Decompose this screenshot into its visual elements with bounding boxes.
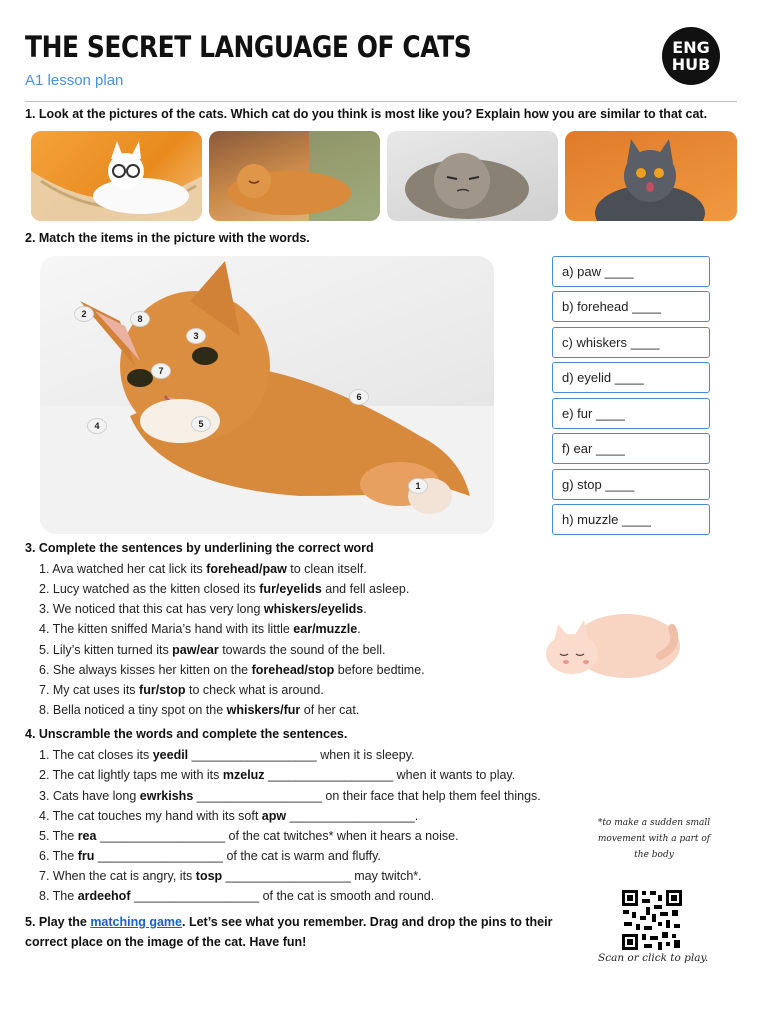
- section-2-instruction: 2. Match the items in the picture with the words.: [25, 231, 310, 245]
- section-3-sentence-6: 6. She always kisses her kitten on the forehead/stop before bedtime.: [39, 663, 425, 677]
- section-5-instruction: 5. Play the matching game. Let’s see what you remember. Drag and drop the pins to their correct place on the image of the cat. Have fun!: [25, 915, 553, 949]
- pin-2[interactable]: 2: [74, 306, 94, 322]
- section-3-sentence-2: 2. Lucy watched as the kitten closed its fur/eyelids and fell asleep.: [39, 582, 410, 596]
- section-3-sentence-4: 4. The kitten sniffed Maria’s hand with its little ear/muzzle.: [39, 622, 361, 636]
- logo-line-1: ENG: [672, 38, 710, 57]
- section-4-instruction: 4. Unscramble the words and complete the sentences.: [25, 727, 348, 741]
- section-4-sentence-5: 5. The rea __________________ of the cat twitches* when it hears a noise.: [39, 829, 459, 843]
- pin-1[interactable]: 1: [408, 478, 428, 494]
- section-4-sentence-6: 6. The fru __________________ of the cat is warm and fluffy.: [39, 849, 381, 863]
- section-4-sentence-2: 2. The cat lightly taps me with its mzeluz __________________ when it wants to play.: [39, 768, 516, 782]
- section-3-instruction: 3. Complete the sentences by underlining the correct word: [25, 541, 374, 555]
- word-box-eyelid[interactable]: d) eyelid ____: [552, 362, 710, 393]
- section-4-sentence-7: 7. When the cat is angry, its tosp __________________ may twitch*.: [39, 869, 422, 883]
- header-divider: [25, 101, 737, 102]
- ginger-cat-photo: [40, 256, 494, 534]
- word-box-muzzle[interactable]: h) muzzle ____: [552, 504, 710, 535]
- pin-5[interactable]: 5: [191, 416, 211, 432]
- section-3-sentence-5: 5. Lily’s kitten turned its paw/ear towards the sound of the bell.: [39, 643, 386, 657]
- word-box-fur[interactable]: e) fur ____: [552, 398, 710, 429]
- pin-4[interactable]: 4: [87, 418, 107, 434]
- section-4-sentence-3: 3. Cats have long ewrkishs __________________ on their face that help them feel things.: [39, 789, 541, 803]
- twitch-footnote: *to make a sudden small movement with a part of the body: [597, 818, 711, 860]
- page-subtitle: A1 lesson plan: [25, 72, 124, 89]
- logo-line-2: HUB: [671, 55, 711, 74]
- section-3-sentence-8: 8. Bella noticed a tiny spot on the whiskers/fur of her cat.: [39, 703, 360, 717]
- section-4-sentence-1: 1. The cat closes its yeedil __________________ when it is sleepy.: [39, 748, 415, 762]
- section-3-sentence-3: 3. We noticed that this cat has very long whiskers/eyelids.: [39, 602, 367, 616]
- page-title: THE SECRET LANGUAGE OF CATS: [25, 30, 472, 64]
- word-box-stop[interactable]: g) stop ____: [552, 469, 710, 500]
- section-3-sentence-1: 1. Ava watched her cat lick its forehead/paw to clean itself.: [39, 562, 367, 576]
- pin-7[interactable]: 7: [151, 363, 171, 379]
- matching-game-link[interactable]: matching game: [90, 915, 182, 929]
- cat-photo-grumpy: [387, 131, 558, 221]
- qr-code[interactable]: [620, 888, 684, 952]
- word-box-paw[interactable]: a) paw ____: [552, 256, 710, 287]
- pin-6[interactable]: 6: [349, 389, 369, 405]
- word-box-ear[interactable]: f) ear ____: [552, 433, 710, 464]
- section-3-sentence-7: 7. My cat uses its fur/stop to check what is around.: [39, 683, 324, 697]
- sleeping-cat-illustration: [540, 606, 684, 682]
- section-4-sentence-4: 4. The cat touches my hand with its soft apw __________________.: [39, 809, 419, 823]
- cat-photo-surprised: [565, 131, 737, 221]
- eng-hub-logo: [662, 27, 720, 85]
- word-box-whiskers[interactable]: c) whiskers ____: [552, 327, 710, 358]
- cat-photo-hammock: [31, 131, 202, 221]
- section-4-sentence-8: 8. The ardeehof __________________ of the cat is smooth and round.: [39, 889, 435, 903]
- pin-3[interactable]: 3: [186, 328, 206, 344]
- section-1-instruction: 1. Look at the pictures of the cats. Which cat do you think is most like you? Explain how you are similar to that cat.: [25, 107, 708, 121]
- word-box-forehead[interactable]: b) forehead ____: [552, 291, 710, 322]
- pin-8[interactable]: 8: [130, 311, 150, 327]
- cat-photo-sofa: [209, 131, 380, 221]
- qr-caption: Scan or click to play.: [598, 952, 709, 964]
